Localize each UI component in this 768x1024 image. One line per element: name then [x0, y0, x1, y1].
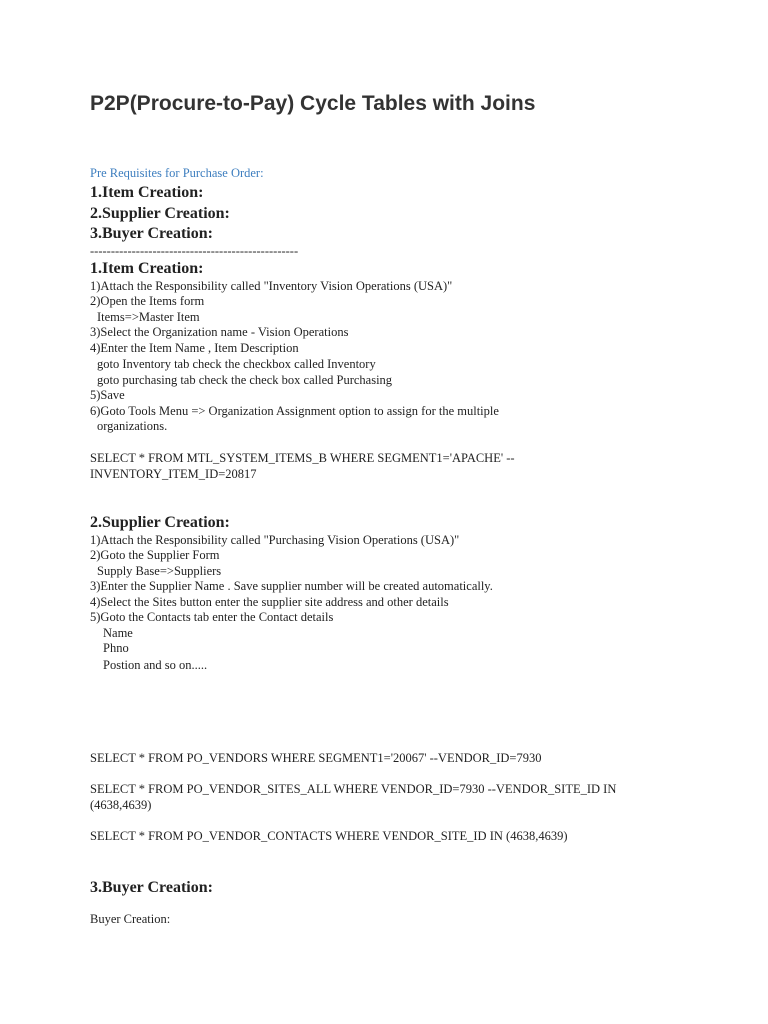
- item-step: 2)Open the Items form: [90, 294, 205, 308]
- supplier-step: 2)Goto the Supplier Form: [90, 548, 220, 562]
- supplier-step: 3)Enter the Supplier Name . Save supplier number will be created automatically.: [90, 579, 493, 593]
- page-title: P2P(Procure-to-Pay) Cycle Tables with Joins: [90, 92, 536, 115]
- supplier-step: Supply Base=>Suppliers: [97, 564, 222, 578]
- item-step: 3)Select the Organization name - Vision Operations: [90, 325, 349, 339]
- item-creation-heading: 1.Item Creation:: [90, 260, 204, 277]
- prereq-link[interactable]: Pre Requisites for Purchase Order:: [90, 166, 264, 180]
- item-step: goto Inventory tab check the checkbox called Inventory: [97, 357, 376, 371]
- buyer-creation-text: Buyer Creation:: [90, 912, 171, 926]
- supplier-step: Phno: [103, 641, 129, 655]
- supplier-step: Postion and so on.....: [103, 658, 208, 672]
- prereq-item-creation: 1.Item Creation:: [90, 184, 204, 201]
- vendors-sql-query: SELECT * FROM PO_VENDORS WHERE SEGMENT1='20067' --VENDOR_ID=7930: [90, 751, 542, 765]
- supplier-step: 4)Select the Sites button enter the supplier site address and other details: [90, 595, 449, 609]
- supplier-step: 5)Goto the Contacts tab enter the Contact details: [90, 610, 334, 624]
- supplier-creation-heading: 2.Supplier Creation:: [90, 514, 230, 531]
- divider-line: --------------------------------------------------: [90, 244, 299, 258]
- item-step: 6)Goto Tools Menu => Organization Assignment option to assign for the multiple: [90, 404, 499, 418]
- item-step: organizations.: [97, 419, 168, 433]
- item-step: goto purchasing tab check the check box called Purchasing: [97, 373, 393, 387]
- item-step: 4)Enter the Item Name , Item Description: [90, 341, 299, 355]
- item-step: 5)Save: [90, 388, 125, 402]
- item-sql-query: SELECT * FROM MTL_SYSTEM_ITEMS_B WHERE SEGMENT1='APACHE' --INVENTORY_ITEM_ID=20817: [90, 451, 515, 481]
- prereq-buyer-creation: 3.Buyer Creation:: [90, 225, 213, 242]
- item-step: Items=>Master Item: [97, 310, 200, 324]
- supplier-step: 1)Attach the Responsibility called "Purchasing Vision Operations (USA)": [90, 533, 460, 547]
- item-step: 1)Attach the Responsibility called "Inventory Vision Operations (USA)": [90, 279, 453, 293]
- supplier-step: Name: [103, 626, 133, 640]
- buyer-creation-heading: 3.Buyer Creation:: [90, 879, 213, 896]
- prereq-supplier-creation: 2.Supplier Creation:: [90, 205, 230, 222]
- vendor-contacts-sql-query: SELECT * FROM PO_VENDOR_CONTACTS WHERE VENDOR_SITE_ID IN (4638,4639): [90, 829, 568, 843]
- vendor-sites-sql-query: SELECT * FROM PO_VENDOR_SITES_ALL WHERE VENDOR_ID=7930 --VENDOR_SITE_ID IN (4638,4639): [90, 782, 617, 812]
